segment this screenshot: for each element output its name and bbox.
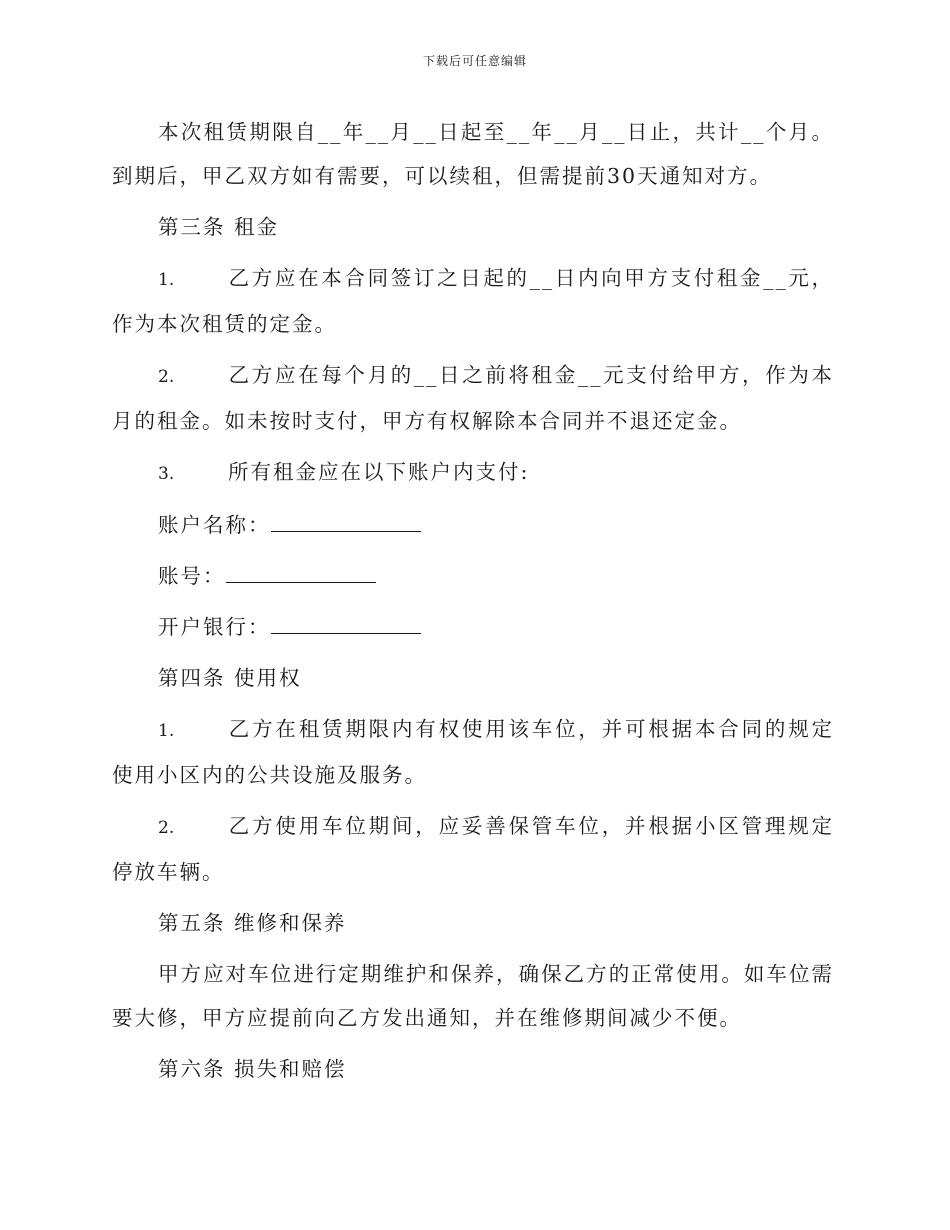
clause-text: 乙方在租赁期限内有权使用该车位，并可根据本合同的规定使用小区内的公共设施及服务。 bbox=[112, 717, 834, 787]
clause-4-2 bbox=[112, 804, 834, 894]
clause-3-3 bbox=[112, 450, 834, 496]
document-body bbox=[112, 110, 834, 1098]
clause-number: 1. bbox=[158, 270, 175, 290]
article-4-heading: 第四条 使用权 bbox=[158, 666, 302, 690]
account-number-field bbox=[158, 554, 834, 598]
field-label: 账户名称： bbox=[158, 513, 271, 537]
page-header: 下载后可任意编辑 bbox=[422, 54, 527, 68]
clause-text: 所有租金应在以下账户内支付: bbox=[228, 460, 530, 484]
article-5-heading: 第五条 维修和保养 bbox=[158, 911, 347, 935]
blank-line bbox=[271, 513, 421, 532]
lease-term-paragraph: 本次租赁期限自__年__月__日起至__年__月__日止，共计__个月。到期后，甲乙双方如有需要，可以续租，但需提前30天通知对方。 bbox=[112, 120, 834, 188]
blank-line bbox=[226, 564, 376, 583]
article-3-heading: 第三条 租金 bbox=[158, 215, 280, 239]
clause-4-1 bbox=[112, 707, 834, 797]
bank-field bbox=[158, 605, 834, 649]
clause-3-1 bbox=[112, 256, 834, 346]
article-6-heading: 第六条 损失和赔偿 bbox=[158, 1057, 347, 1081]
field-label: 账号： bbox=[158, 564, 226, 588]
clause-number: 3. bbox=[158, 464, 175, 484]
clause-number: 1. bbox=[158, 721, 175, 741]
clause-number: 2. bbox=[158, 367, 175, 387]
blank-line bbox=[271, 615, 421, 634]
clause-text: 乙方应在每个月的__日之前将租金__元支付给甲方，作为本月的租金。如未按时支付，甲方有权解除本合同并不退还定金。 bbox=[112, 363, 834, 433]
clause-text: 乙方使用车位期间，应妥善保管车位，并根据小区管理规定停放车辆。 bbox=[112, 814, 834, 884]
article-5-paragraph: 甲方应对车位进行定期维护和保养，确保乙方的正常使用。如车位需要大修，甲方应提前向乙方发出通知，并在维修期间减少不便。 bbox=[112, 962, 834, 1030]
account-name-field bbox=[158, 503, 834, 547]
clause-number: 2. bbox=[158, 818, 175, 838]
clause-3-2 bbox=[112, 353, 834, 443]
clause-text: 乙方应在本合同签订之日起的__日内向甲方支付租金__元，作为本次租赁的定金。 bbox=[112, 266, 834, 336]
field-label: 开户银行： bbox=[158, 615, 271, 639]
